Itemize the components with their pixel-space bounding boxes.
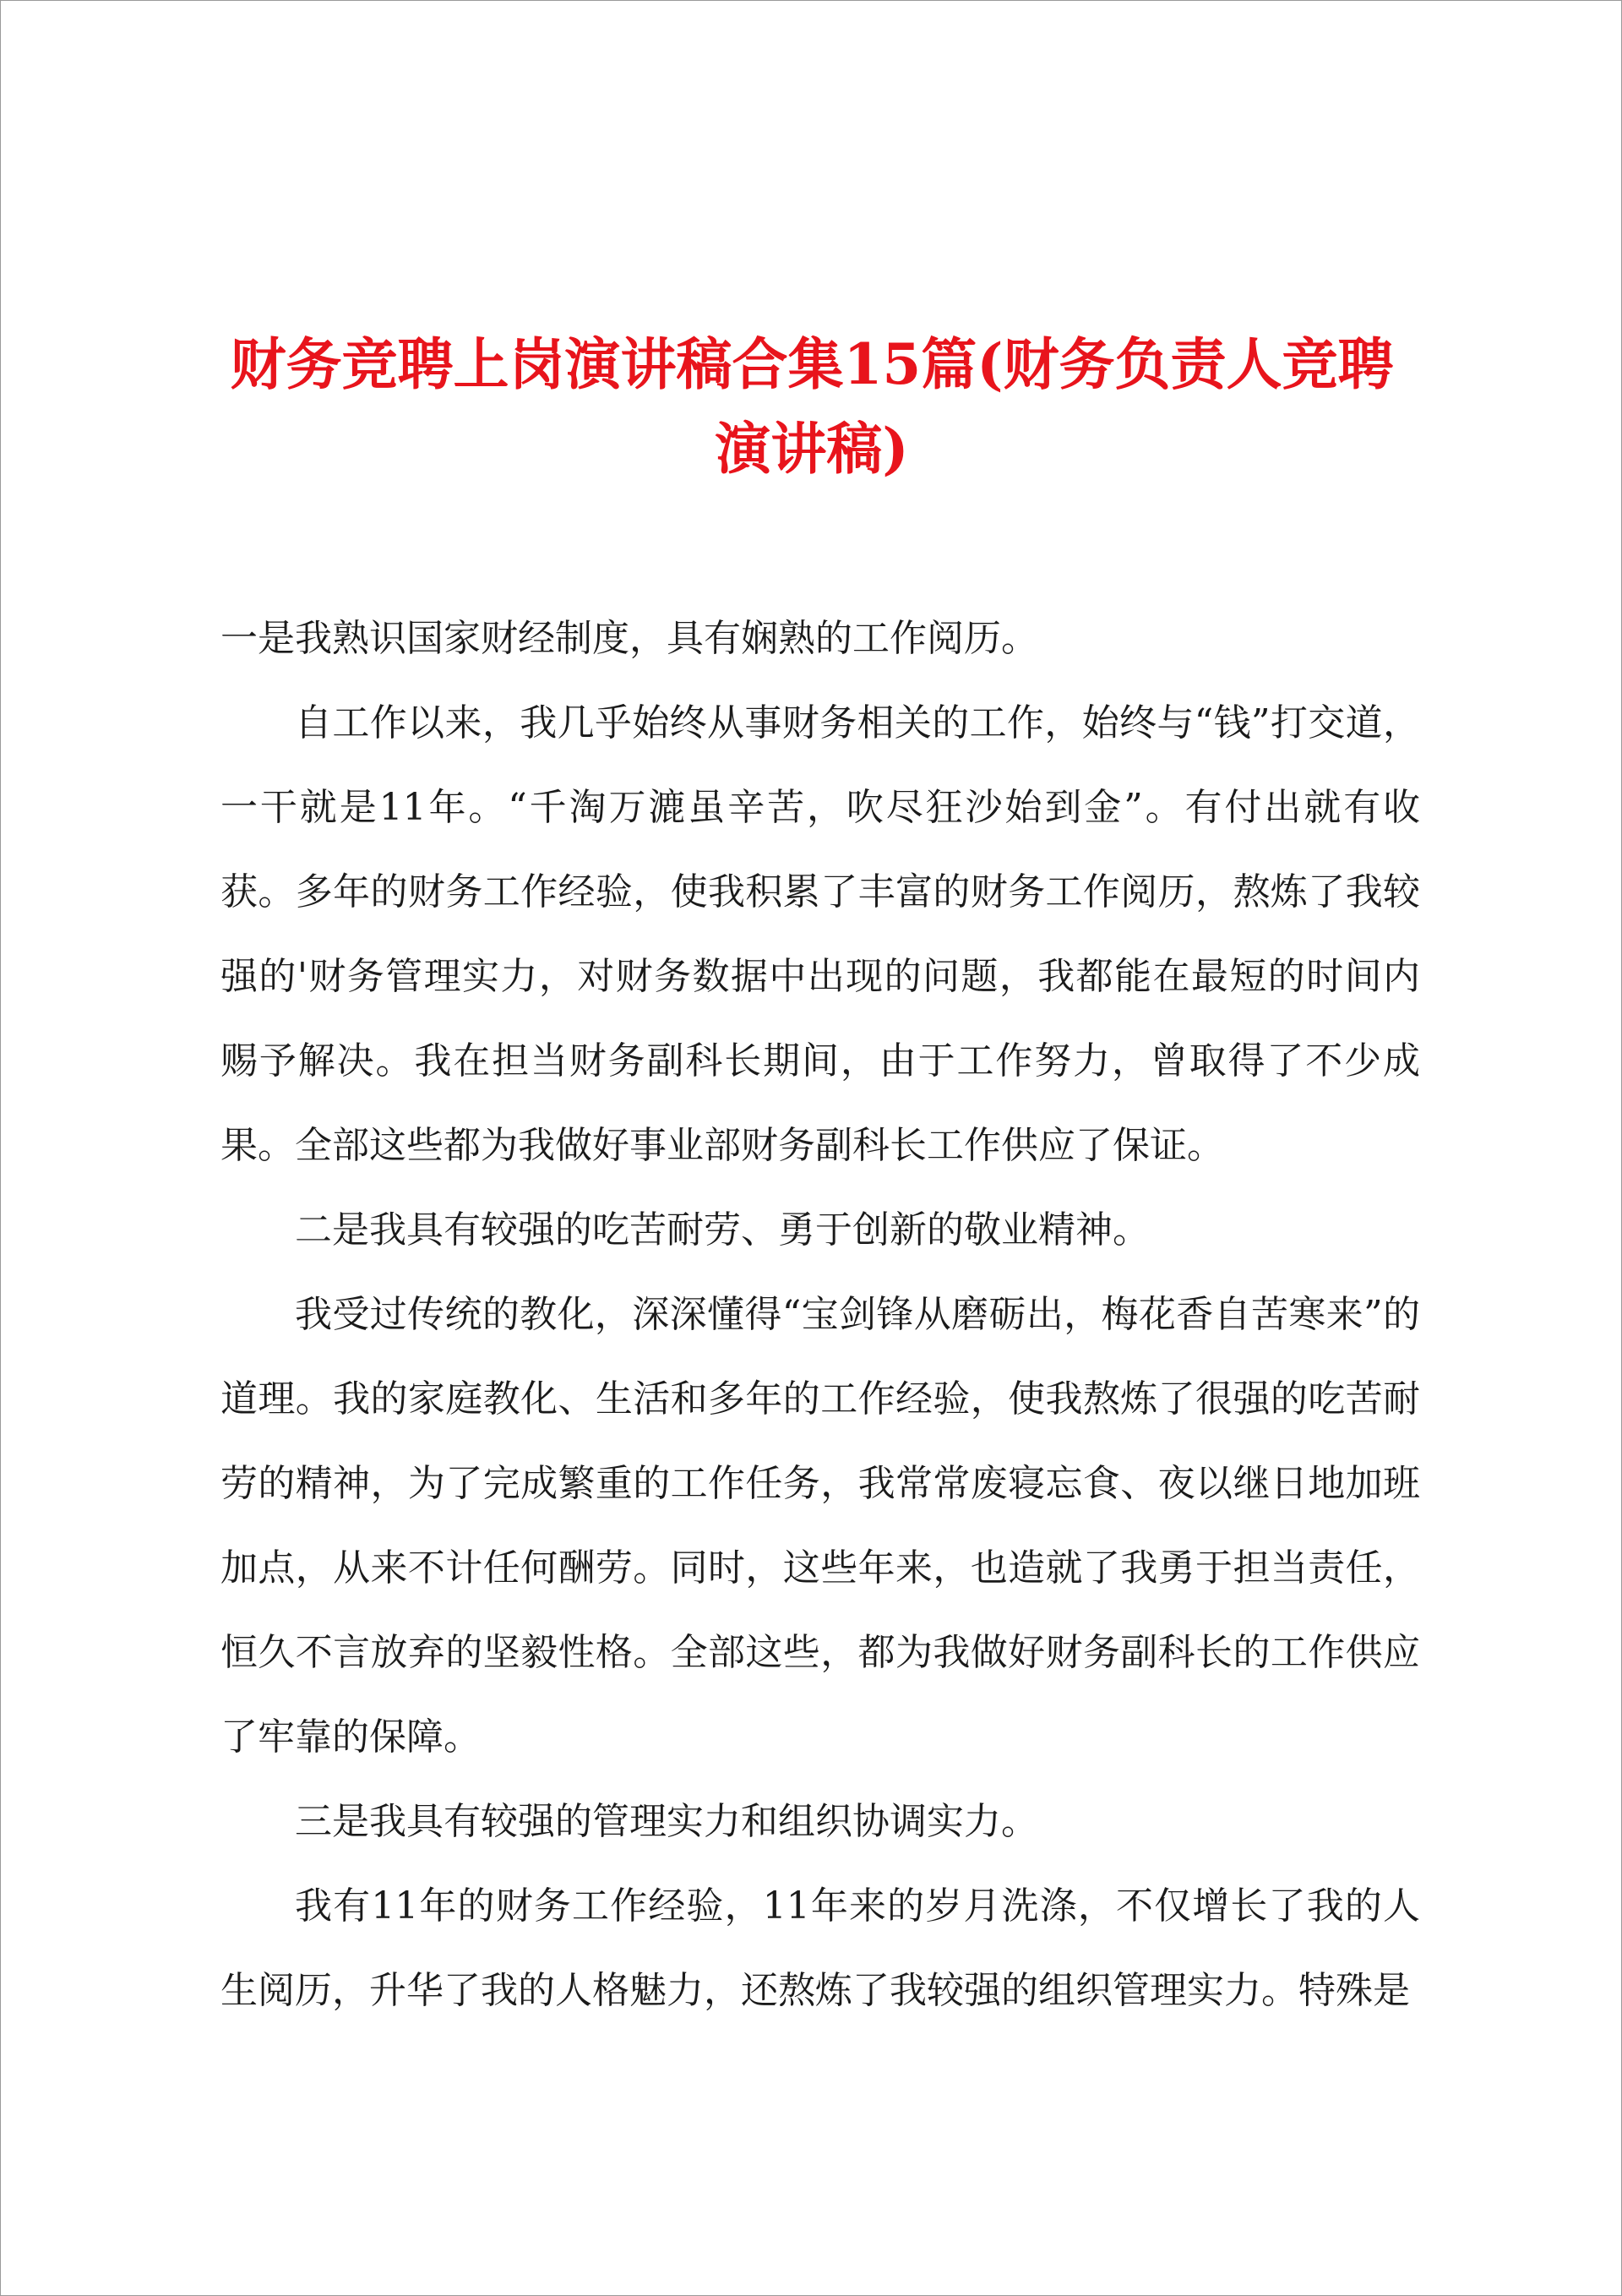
paragraph: 我有11年的财务工作经验，11年来的岁月洗涤，不仅增长了我的人生阅历，升华了我的人格魅力，还熬炼了我较强的组织管理实力。特殊是 — [220, 1884, 1420, 2012]
paragraph: 我受过传统的教化，深深懂得“宝剑锋从磨砺出，梅花香自苦寒来”的道理。我的家庭教化、生活和多年的工作经验，使我熬炼了很强的吃苦耐劳的精神，为了完成繁重的工作任务，我常常废寝忘食、夜以继日地加班加点，从来不计任何酬劳。同时，这些年来，也造就了我勇于担当责任，恒久不言放弃的坚毅性格。全部这些，都为我做好财务副科长的工作供应了牢靠的保障。 — [220, 1293, 1420, 1759]
paragraph: 三是我具有较强的管理实力和组织协调实力。 — [295, 1800, 1038, 1843]
paragraph: 二是我具有较强的吃苦耐劳、勇于创新的敬业精神。 — [295, 1208, 1150, 1252]
document-body — [220, 597, 1420, 2033]
paragraph: 自工作以来，我几乎始终从事财务相关的工作，始终与“钱”打交道，一干就是11年。“千淘万漉虽辛苦，吹尽狂沙始到金”。有付出就有收获。多年的财务工作经验，使我积累了丰富的财务工作阅历，熬炼了我较强的'财务管理实力，对财务数据中出现的问题，我都能在最短的时间内赐予解决。我在担当财务副科长期间，由于工作努力，曾取得了不少成果。全部这些都为我做好事业部财务副科长工作供应了保证。 — [220, 701, 1420, 1167]
paragraph: 一是我熟识国家财经制度，具有娴熟的工作阅历。 — [220, 617, 1038, 660]
document-title: 财务竞聘上岗演讲稿合集15篇(财务负责人竞聘演讲稿) — [230, 331, 1394, 482]
